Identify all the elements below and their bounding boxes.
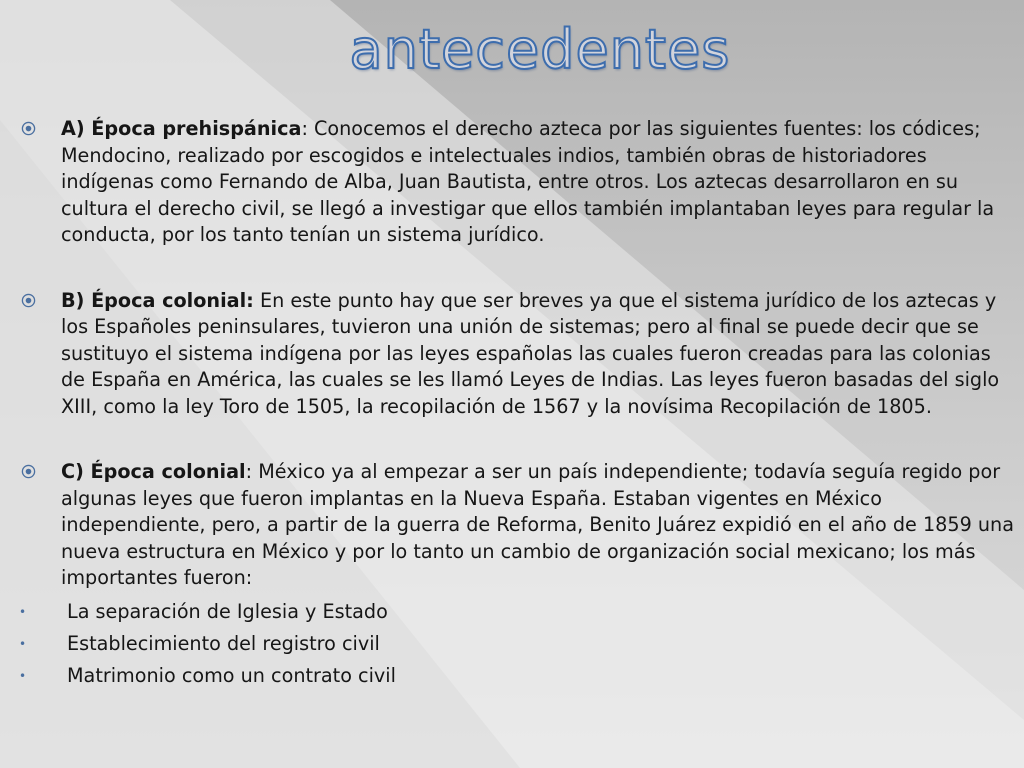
circle-bullet-icon — [21, 293, 36, 308]
list-item-text: Establecimiento del registro civil — [67, 631, 380, 655]
list-item — [0, 628, 1024, 660]
sub-list — [0, 596, 1024, 692]
section-body: Conocemos el derecho azteca por las siguientes fuentes: los códices; Mendocino, realizado por escogidos e intelectuales indios, también obras de historiadores indígenas como Fernando de Alba, Juan Bautista, entre otros. Los aztecas desarrollaron en su cultura el derecho civil, se llegó a investigar que ellos también implantaban leyes para regular la conducta, por los tanto tenían un sistema jurídico. — [61, 117, 995, 246]
section-body: En este punto hay que ser breves ya que el sistema jurídico de los aztecas y los Españoles peninsulares, tuvieron una unión de sistemas; pero al final se puede decir que se sustituyo el sistema indígena por las leyes españolas las cuales fueron creadas para las colonias de España en América, las cuales se les llamó Leyes de Indias. Las leyes fueron basadas del siglo XIII, como la ley Toro de 1505, la recopilación de 1567 y la novísima Recopilación de 1805. — [61, 288, 1000, 418]
circle-bullet-icon — [21, 121, 36, 136]
circle-bullet-icon — [21, 464, 36, 479]
dot-bullet-icon: • — [19, 636, 27, 651]
heading-separator: : — [301, 117, 308, 140]
dot-bullet-icon: • — [19, 668, 27, 683]
section-heading: B) Época colonial: — [61, 288, 254, 312]
list-item-text: Matrimonio como un contrato civil — [67, 663, 396, 687]
section-heading: A) Época prehispánica — [61, 117, 302, 140]
section-body: México ya al empezar a ser un país independiente; todavía seguía regido por algunas leyes que fueron implantas en la Nueva España. Estaban vigentes en México independiente, pero, a partir de la guerra de Reforma, Benito Juárez expidió en el año de 1859 una nueva estructura en México y por lo tanto un cambio de organización social mexicano; los más importantes fueron: — [61, 460, 1014, 589]
list-item — [0, 660, 1024, 692]
dot-bullet-icon: • — [19, 604, 27, 619]
section-colonial — [0, 288, 1024, 421]
slide-content — [0, 116, 1024, 692]
section-colonial-independiente — [0, 459, 1024, 592]
slide-title: antecedentes — [349, 18, 731, 81]
heading-separator: : — [245, 460, 253, 483]
section-prehispanica — [0, 116, 1024, 249]
list-item-text: La separación de Iglesia y Estado — [67, 599, 388, 623]
list-item — [0, 596, 1024, 628]
section-heading: C) Época colonial — [61, 460, 246, 483]
